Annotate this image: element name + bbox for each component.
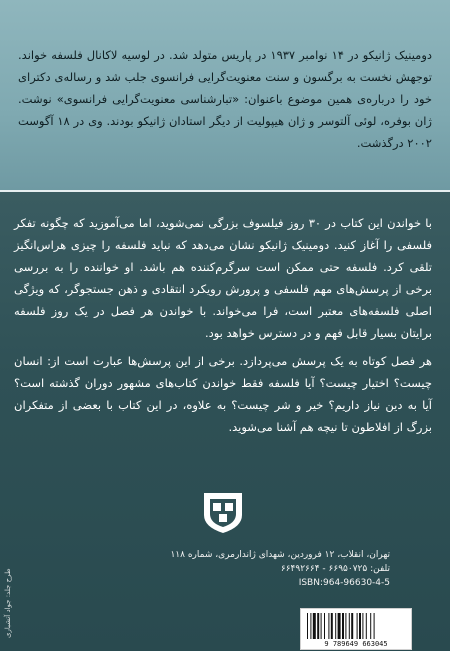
publisher-address: تهران، انقلاب، ۱۲ فروردین، شهدای ژاندارمری، شماره ۱۱۸ [170,550,390,560]
author-bio [18,44,432,154]
isbn-label: ISBN:964-96630-4-5 [298,578,390,588]
publisher-logo-icon [200,489,246,535]
description-paragraph-1: با خواندن این کتاب در ۳۰ روز فیلسوف بزرگی نمی‌شوید، اما می‌آموزید که چگونه تفکر فلسفی را آغاز کنید. دومینیک ژانیکو نشان می‌دهد که نباید فلسفه را چیزی هراس‌انگیز تلقی کرد. فلسفه حتی ممکن است سرگرم‌کننده هم باشد. او خواننده را به بررسی برخی از پرسش‌های مهم فلسفی و پرورش رویکرد انتقادی و ذهن جستجوگر، که ویژگی اصلی فلسفه‌های معتبر است، فرا می‌خواند. با خواندن هر فصل در یک روز فلسفه برایتان بسیار قابل فهم و در دسترس خواهد بود. [14,216,432,340]
author-bio-panel [0,0,450,192]
description-paragraph-2: هر فصل کوتاه به یک پرسش می‌پردازد. برخی از این پرسش‌ها عبارت است از: انسان چیست؟ اختیار چیست؟ آیا فلسفه فقط خواندن کتاب‌های مشهور دوران گذشته است؟ آیا به دین نیاز داریم؟ خیر و شر چیست؟ به علاوه، در این کتاب با بعضی از متفکران بزرگ از افلاطون تا نیچه هم آشنا می‌شوید. [14,354,432,434]
book-description [14,212,432,444]
publisher-phone: تلفن: ۶۶۹۵۰۷۲۵ - ۶۶۴۹۲۶۶۴ [280,564,390,574]
author-bio-text: دومینیک ژانیکو در ۱۴ نوامبر ۱۹۳۷ در پاریس متولد شد. در لوسیه لاکانال فلسفه خواند. توجهش نخست به برگسون و سنت معنویت‌گرایی فرانسوی جلب شد و رساله‌ی دکترای خود را درباره‌ی همین موضوع باعنوان: «تبارشناسی معنویت‌گرایی فرانسوی» نوشت. ژان بوفره، لوئی آلتوسر و ژان هیپولیت از دیگر استادان ژانیکو بودند. وی در ۱۸ آگوست ۲۰۰۲ درگذشت. [18,48,433,150]
barcode-number: 9 789649 663045 [324,640,388,648]
publisher-info [90,548,390,590]
barcode-bars-icon [307,613,405,639]
cover-designer-credit: طرح جلد: جواد آتشباری [4,568,12,638]
barcode [300,608,412,650]
